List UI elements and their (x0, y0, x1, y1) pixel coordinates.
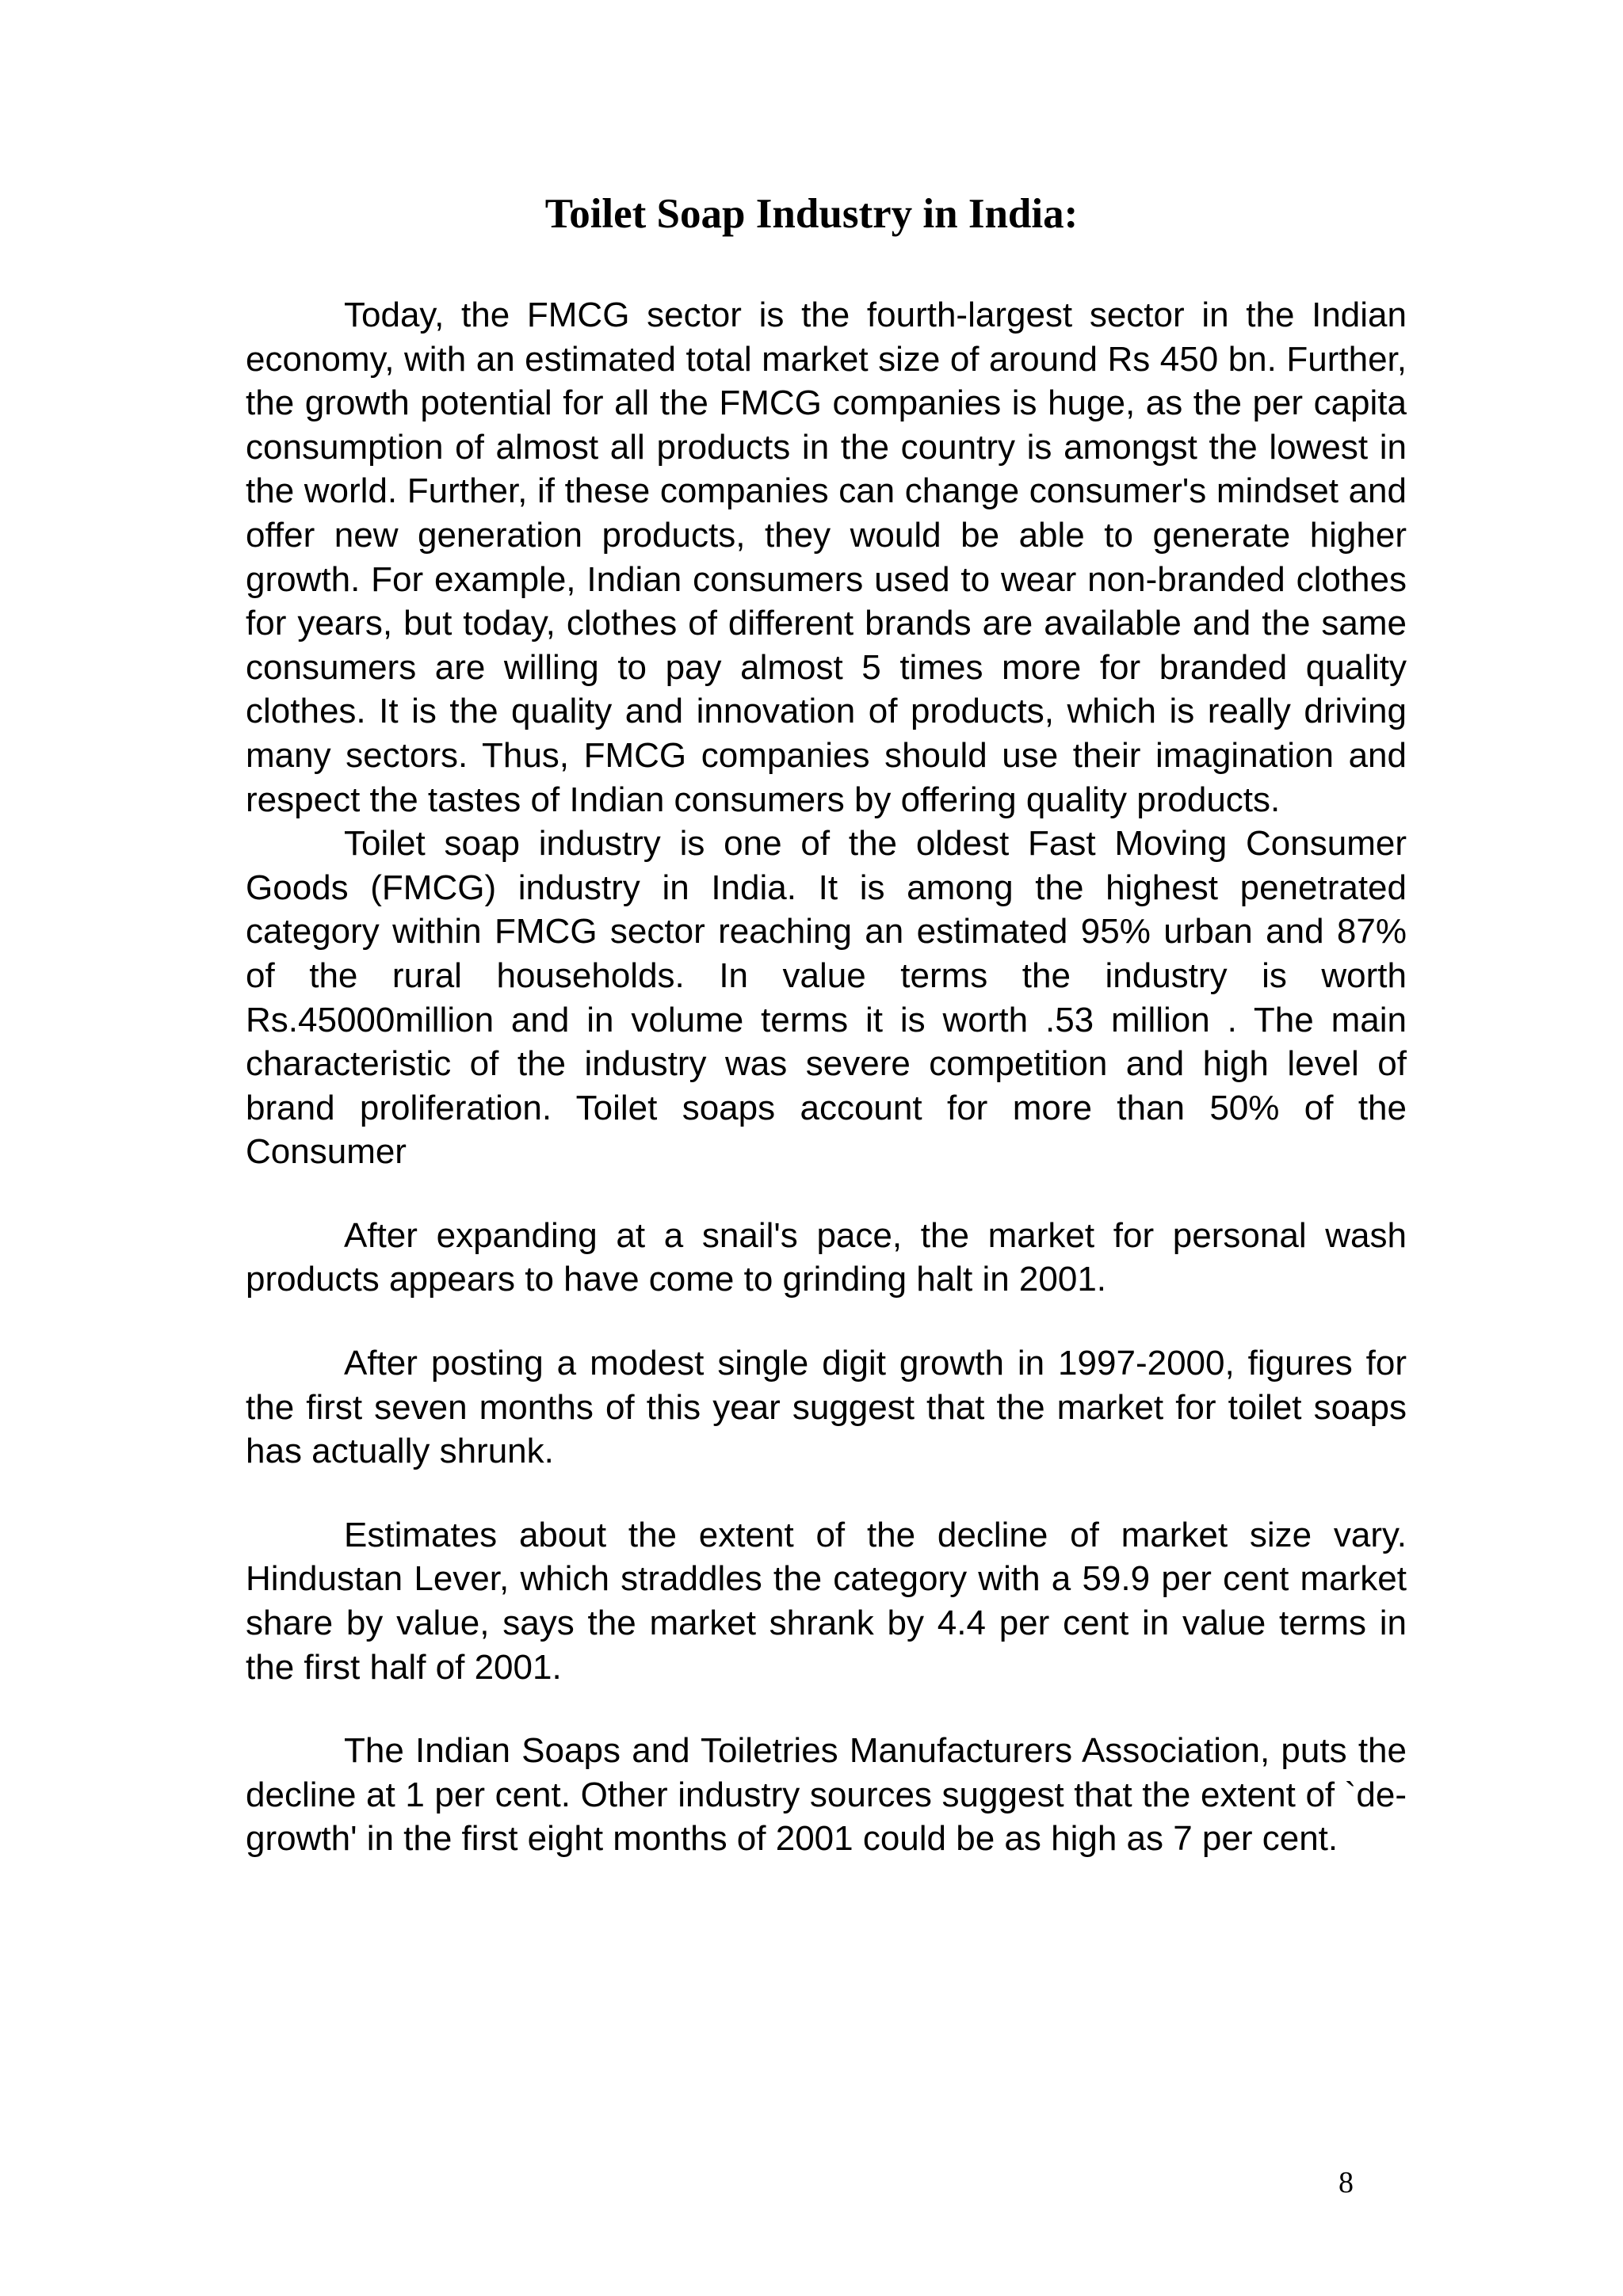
paragraph-fmcg-sector: Today, the FMCG sector is the fourth-largest sector in the Indian economy, with an estimated total market size of around Rs 450 bn. Further, the growth potential for all the FMCG companies is huge, as the per capita consumption of almost all products in the country is amongst the lowest in the world. Further, if these companies can change consumer's mindset and offer new generation products, they would be able to generate higher growth. For example, Indian consumers used to wear non-branded clothes for years, but today, clothes of different brands are available and the same consumers are willing to pay almost 5 times more for branded quality clothes. It is the quality and innovation of products, which is really driving many sectors. Thus, FMCG companies should use their imagination and respect the tastes of Indian consumers by offering quality products. (246, 296, 1407, 819)
paragraph-growth-figures: After posting a modest single digit growth in 1997-2000, figures for the first seven months of this year suggest that the market for toilet soaps has actually shrunk. (246, 1344, 1407, 1471)
page-title: Toilet Soap Industry in India: (544, 191, 1079, 237)
page-number: 8 (1338, 2166, 1354, 2199)
paragraph-snail-pace: After expanding at a snail's pace, the market for personal wash products appears to have come to grinding halt in 2001. (246, 1215, 1407, 1299)
paragraph-toilet-soap-industry: Toilet soap industry is one of the oldest Fast Moving Consumer Goods (FMCG) industry in India. It is among the highest penetrated category within FMCG sector reaching an estimated 95% urban and 87% of the rural households. In value terms the industry is worth Rs.45000million and in volume terms it is worth .53 million . The main characteristic of the industry was severe competition and high level of brand proliferation. Toilet soaps account for more than 50% of the Consumer (246, 824, 1407, 1172)
paragraph-market-estimates: Estimates about the extent of the decline of market size vary. Hindustan Lever, which straddles the category with a 59.9 per cent market share by value, says the market shrank by 4.4 per cent in value terms in the first half of 2001. (246, 1515, 1407, 1687)
document-body (246, 293, 1407, 1861)
paragraph-association-decline: The Indian Soaps and Toiletries Manufacturers Association, puts the decline at 1 per cent. Other industry sources suggest that the extent of `de-growth' in the first eight months of 2001 could be as high as 7 per cent. (246, 1731, 1407, 1859)
